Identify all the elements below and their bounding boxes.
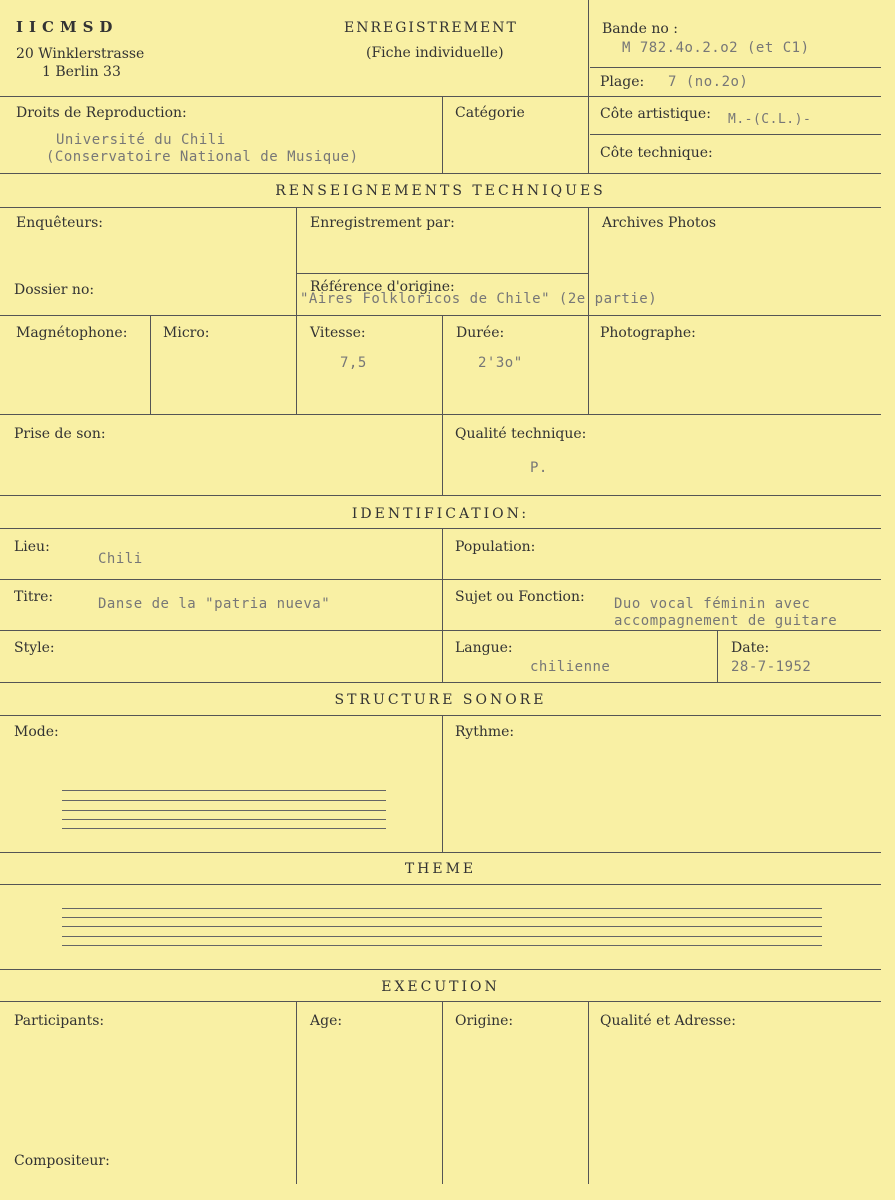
enregistrement-par-label: Enregistrement par: (310, 215, 455, 231)
vitesse-label: Vitesse: (310, 325, 366, 341)
divider (442, 528, 443, 682)
cote-artistique-value: M.-(C.L.)- (728, 112, 812, 127)
divider (0, 414, 881, 415)
lieu-label: Lieu: (14, 539, 50, 555)
divider (442, 715, 443, 852)
duree-label: Durée: (456, 325, 505, 341)
duree-value: 2'3o" (478, 355, 523, 371)
section-title-execution: EXECUTION (381, 979, 500, 995)
divider (588, 315, 589, 414)
lieu-value: Chili (98, 551, 143, 567)
droits-label: Droits de Reproduction: (16, 105, 187, 121)
divider (0, 715, 881, 716)
droits-value-1: Université du Chili (56, 132, 226, 148)
section-title-structure: STRUCTURE SONORE (334, 692, 547, 708)
style-label: Style: (14, 640, 55, 656)
sujet-value-2: accompagnement de guitare (614, 613, 838, 629)
magnetophone-label: Magnétophone: (16, 325, 128, 341)
enqueteurs-label: Enquêteurs: (16, 215, 104, 231)
divider (590, 67, 881, 68)
micro-label: Micro: (163, 325, 210, 341)
mode-label: Mode: (14, 724, 59, 740)
divider (0, 969, 881, 970)
participants-label: Participants: (14, 1013, 105, 1029)
address-street: 20 Winklerstrasse (16, 46, 145, 62)
date-value: 28-7-1952 (731, 659, 812, 675)
divider (588, 1001, 589, 1184)
population-label: Population: (455, 539, 536, 555)
institute-logo: IICMSD (16, 18, 119, 36)
divider (442, 315, 443, 495)
divider (442, 96, 443, 173)
divider (0, 495, 881, 496)
divider (150, 315, 151, 414)
divider (0, 173, 881, 174)
langue-value: chilienne (530, 659, 611, 675)
rythme-label: Rythme: (455, 724, 515, 740)
divider (296, 207, 297, 414)
reference-value: "Aires Folkloricos de Chile" (2e partie) (300, 291, 658, 307)
compositeur-label: Compositeur: (14, 1153, 110, 1169)
qualite-technique-value: P. (530, 460, 548, 476)
titre-value: Danse de la "patria nueva" (98, 596, 331, 612)
photographe-label: Photographe: (600, 325, 696, 341)
dossier-label: Dossier no: (14, 282, 95, 298)
qualite-adresse-label: Qualité et Adresse: (600, 1013, 736, 1029)
titre-label: Titre: (14, 589, 54, 605)
divider (717, 630, 718, 682)
divider (588, 0, 589, 173)
divider (0, 315, 881, 316)
section-title-theme: THEME (404, 861, 477, 877)
sujet-label: Sujet ou Fonction: (455, 589, 585, 605)
address-city: 1 Berlin 33 (42, 64, 121, 80)
bande-value: M 782.4o.2.o2 (et C1) (622, 40, 810, 56)
divider (442, 1001, 443, 1184)
divider (0, 96, 881, 97)
cote-technique-label: Côte technique: (600, 145, 713, 161)
vitesse-value: 7,5 (340, 355, 367, 371)
divider (0, 682, 881, 683)
date-label: Date: (731, 640, 770, 656)
plage-value: 7 (no.2o) (668, 74, 749, 90)
divider (0, 630, 881, 631)
bande-label: Bande no : (602, 21, 678, 37)
cote-artistique-label: Côte artistique: (600, 106, 711, 122)
archives-photos-label: Archives Photos (602, 215, 717, 231)
divider (0, 1001, 881, 1002)
divider (0, 207, 881, 208)
section-title-identification: IDENTIFICATION: (351, 506, 530, 522)
prise-de-son-label: Prise de son: (14, 426, 106, 442)
origine-label: Origine: (455, 1013, 514, 1029)
divider (0, 852, 881, 853)
divider (296, 273, 588, 274)
divider (296, 1001, 297, 1184)
categorie-label: Catégorie (455, 105, 525, 121)
sujet-value-1: Duo vocal féminin avec (614, 596, 811, 612)
droits-value-2: (Conservatoire National de Musique) (46, 149, 359, 165)
langue-label: Langue: (455, 640, 513, 656)
reference-label: Référence d'origine: (310, 279, 455, 295)
plage-label: Plage: (600, 74, 645, 90)
divider (0, 528, 881, 529)
form-subtitle: (Fiche individuelle) (366, 45, 504, 61)
divider (0, 579, 881, 580)
section-title-technique: RENSEIGNEMENTS TECHNIQUES (275, 183, 606, 199)
qualite-technique-label: Qualité technique: (455, 426, 587, 442)
divider (590, 134, 881, 135)
form-title: ENREGISTREMENT (344, 20, 518, 36)
divider (0, 884, 881, 885)
age-label: Age: (310, 1013, 343, 1029)
